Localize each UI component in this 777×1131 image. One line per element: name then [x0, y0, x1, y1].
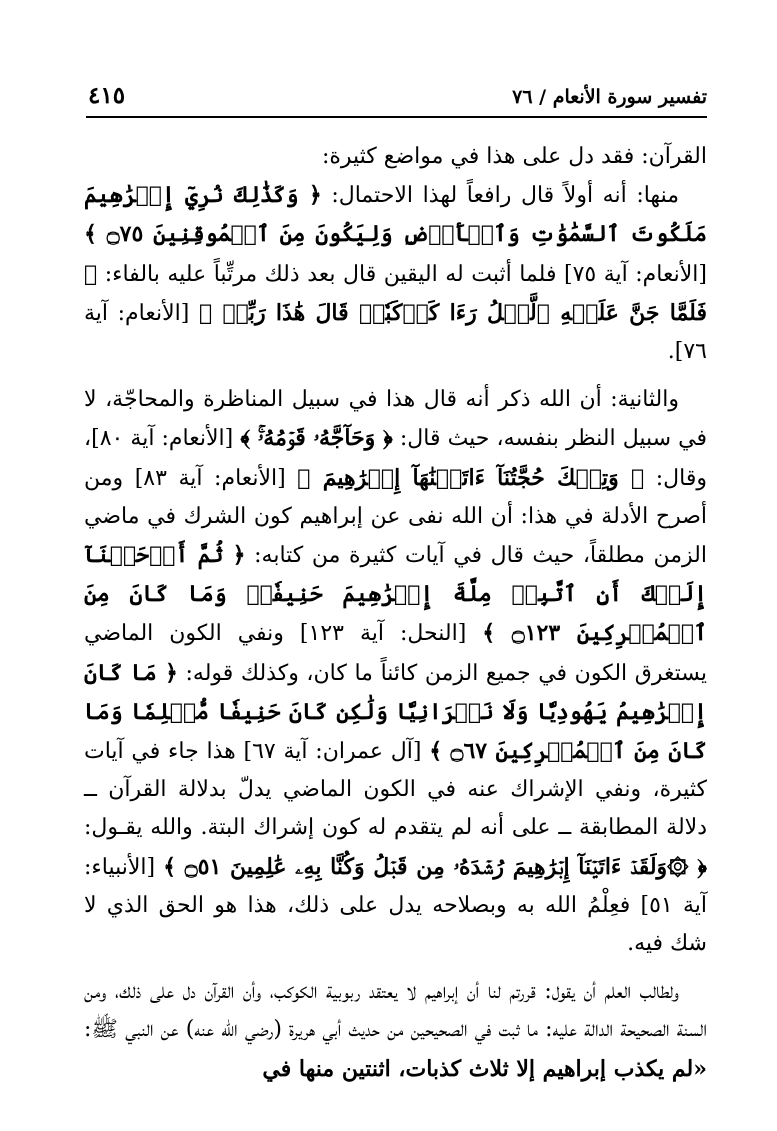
running-title: تفسير سورة الأنعام / ٧٦	[512, 86, 707, 108]
paragraph-text: منها: أنه أولاً قال رافعاً لهذا الاحتمال:	[321, 183, 679, 209]
quran-verse: ﴿ مَا كَانَ إِبۡرَٰهِيمُ يَهُودِيّٗا وَلَا نَصۡرَانِيّٗا وَلَٰكِن كَانَ حَنِيفٗا مُّسۡلِمٗا وَمَا كَانَ مِنَ ٱلۡمُشۡرِكِينَ ۝٦٧ ﴾	[84, 659, 707, 765]
quran-verse: ﴿ وَتِلۡكَ حُجَّتُنَآ ءَاتَيۡنَٰهَآ إِبۡرَٰهِيمَ ﴾	[297, 464, 645, 491]
quran-verse: ﴿ ۞وَلَقَدۡ ءَاتَيۡنَآ إِبۡرَٰهِيمَ رُشۡدَهُۥ مِن قَبۡلُ وَكُنَّا بِهِۦ عَٰلِمِينَ ۝٥١ ﴾	[163, 853, 707, 880]
paragraph-text: [آل عمران: آية ٦٧] هذا جاء في آيات كثيرة، ونفي الإشراك عنه في الكون الماضي يدلّ بدلالة القرآن ــ دلالة المطابقة ــ على أنه لم يتقدم له كون إشراك البتة. والله يقـول:	[84, 739, 708, 841]
paragraph-text: والثانية: أن الله ذكر أنه قال هذا في سبيل المناظرة والمحاجّة، لا في سبيل النظر بنفسه، حيث قال:	[84, 387, 707, 452]
quran-verse: ﴿ ثُمَّ أَوۡحَيۡنَآ إِلَيۡكَ أَنِ ٱتَّبِعۡ مِلَّةَ إِبۡرَٰهِيمَ حَنِيفٗاۖ وَمَا كَانَ مِنَ ٱلۡمُشۡرِكِينَ ۝١٢٣ ﴾	[84, 542, 707, 647]
hadith-quote: «لم يكذب إبراهيم إلا ثلاث كذبات، اثنتين منها في	[262, 1055, 707, 1082]
paragraph-text: [الأنبياء: آية ٥١] فعِلْمُ الله به وبصلاحه يدل على ذلك، هذا هو الحق الذي لا شك فيه.	[84, 854, 707, 957]
paragraph-text: ولطالب العلم أن يقول: قررتم لنا أن إبراهيم لا يعتقد ربوبية الكوكب، وأن القرآن دل على ذلك، ومن السنة الصحيحة الدالة عليه: ما ثبت في الصحيحين من حديث أبي هريرة (رضي الله عنه) عن النبي ﷺ:	[84, 979, 707, 1043]
paragraph-text: [الأنعام: آية ٧٦].	[84, 300, 707, 365]
paragraph-4	[84, 973, 707, 1089]
header-rule	[86, 116, 707, 118]
paragraph-2	[84, 176, 707, 371]
paragraph-text: القرآن: فقد دل على هذا في مواضع كثيرة:	[321, 144, 707, 169]
page-header	[88, 78, 707, 114]
paragraph-text: [الأنعام: آية ٧٥] فلما أثبت له اليقين قال بعد ذلك مرتِّباً عليه بالفاء:	[97, 261, 707, 287]
paragraph-text: [الأنعام: آية ٨٣] ومن أصرح الأدلة في هذا: أن الله نفى عن إبراهيم كون الشرك في ماضي الزمن مطلقاً، حيث قال في آيات كثيرة من كتابه:	[84, 465, 707, 569]
page-number: ٤١٥	[88, 82, 126, 109]
paragraph-3	[84, 381, 707, 963]
paragraph-1	[84, 138, 707, 176]
paragraph-text: [النحل: آية ١٢٣] ونفي الكون الماضي يستغرق الكون في جميع الزمن كائناً ما كان، وكذلك قوله:	[84, 621, 707, 686]
page-body	[84, 138, 707, 1089]
paragraph-text: [الأنعام: آية ٨٠]، وقال:	[84, 426, 707, 491]
quran-verse: ﴿ فَلَمَّا جَنَّ عَلَيۡهِ ٱلَّيۡلُ رَءَا كَوۡكَبٗاۖ قَالَ هَٰذَا رَبِّيۖ ﴾	[84, 260, 707, 326]
quran-verse: ﴿ وَحَآجَّهُۥ قَوۡمُهُۥۚ ﴾	[240, 425, 393, 452]
quran-verse: ﴿ وَكَذَٰلِكَ نُرِيٓ إِبۡرَٰهِيمَ مَلَكُوتَ ٱلسَّمَٰوَٰتِ وَٱلۡأَرۡضِ وَلِيَكُونَ مِنَ ٱلۡمُوقِنِينَ ۝٧٥ ﴾	[84, 182, 707, 248]
